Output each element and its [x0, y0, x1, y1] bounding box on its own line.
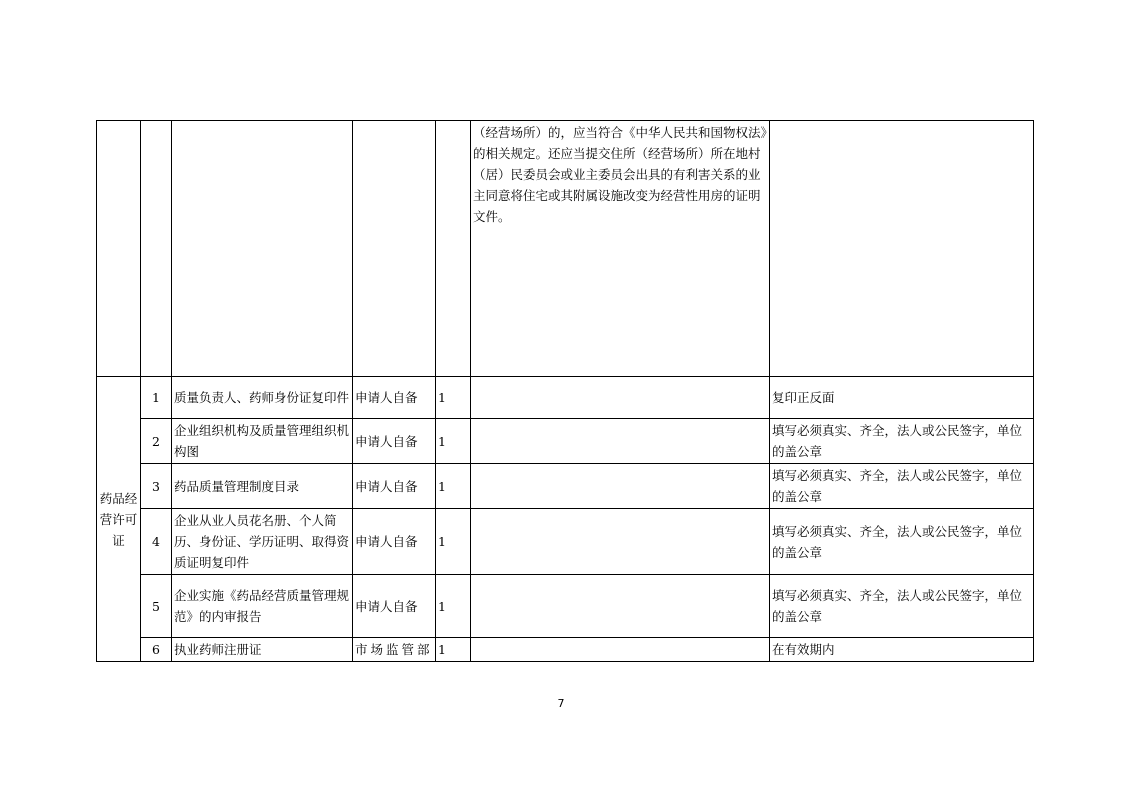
table-row: [97, 575, 1034, 638]
number-cell: 3: [141, 464, 172, 509]
source-cell: 申请人自备: [353, 509, 436, 575]
category-cell: [97, 121, 141, 377]
note-cell: 填写必须真实、齐全，法人或公民签字，单位的盖公章: [770, 419, 1034, 464]
table-row: [97, 638, 1034, 662]
source-cell: [353, 121, 436, 377]
requirement-cell: [471, 377, 770, 419]
materials-table: [96, 120, 1034, 662]
copies-cell: 1: [436, 464, 471, 509]
copies-cell: 1: [436, 419, 471, 464]
source-cell: 申请人自备: [353, 419, 436, 464]
note-cell: 填写必须真实、齐全，法人或公民签字，单位的盖公章: [770, 575, 1034, 638]
note-cell: 在有效期内: [770, 638, 1034, 662]
number-cell: 2: [141, 419, 172, 464]
source-cell: 申请人自备: [353, 377, 436, 419]
table-row: [97, 464, 1034, 509]
source-cell: 申请人自备: [353, 464, 436, 509]
copies-cell: 1: [436, 638, 471, 662]
table-row: [97, 377, 1034, 419]
number-cell: 5: [141, 575, 172, 638]
note-cell: 填写必须真实、齐全，法人或公民签字，单位的盖公章: [770, 509, 1034, 575]
material-cell: 质量负责人、药师身份证复印件: [172, 377, 353, 419]
number-cell: 1: [141, 377, 172, 419]
requirement-cell: [471, 638, 770, 662]
requirement-cell: （经营场所）的，应当符合《中华人民共和国物权法》的相关规定。还应当提交住所（经营场所）所在地村（居）民委员会或业主委员会出具的有利害关系的业主同意将住宅或其附属设施改变为经营性用房的证明文件。: [471, 121, 770, 377]
number-cell: 6: [141, 638, 172, 662]
table-row: [97, 509, 1034, 575]
requirement-cell: [471, 575, 770, 638]
requirement-cell: [471, 419, 770, 464]
page-number: 7: [557, 697, 565, 710]
copies-cell: 1: [436, 377, 471, 419]
number-cell: 4: [141, 509, 172, 575]
source-cell: 申请人自备: [353, 575, 436, 638]
material-cell: 企业组织机构及质量管理组织机构图: [172, 419, 353, 464]
note-cell: 填写必须真实、齐全，法人或公民签字，单位的盖公章: [770, 464, 1034, 509]
copies-cell: 1: [436, 509, 471, 575]
copies-cell: [436, 121, 471, 377]
copies-cell: 1: [436, 575, 471, 638]
requirement-cell: [471, 464, 770, 509]
source-cell: 市场监管部: [353, 638, 436, 662]
table-row: [97, 419, 1034, 464]
material-cell: 药品质量管理制度目录: [172, 464, 353, 509]
requirement-cell: [471, 509, 770, 575]
material-cell: 执业药师注册证: [172, 638, 353, 662]
note-cell: [770, 121, 1034, 377]
material-cell: 企业从业人员花名册、个人简历、身份证、学历证明、取得资质证明复印件: [172, 509, 353, 575]
table-row-continued: [97, 121, 1034, 377]
category-cell: 药品经营许可证: [97, 377, 141, 662]
material-cell: 企业实施《药品经营质量管理规范》的内审报告: [172, 575, 353, 638]
number-cell: [141, 121, 172, 377]
material-cell: [172, 121, 353, 377]
note-cell: 复印正反面: [770, 377, 1034, 419]
